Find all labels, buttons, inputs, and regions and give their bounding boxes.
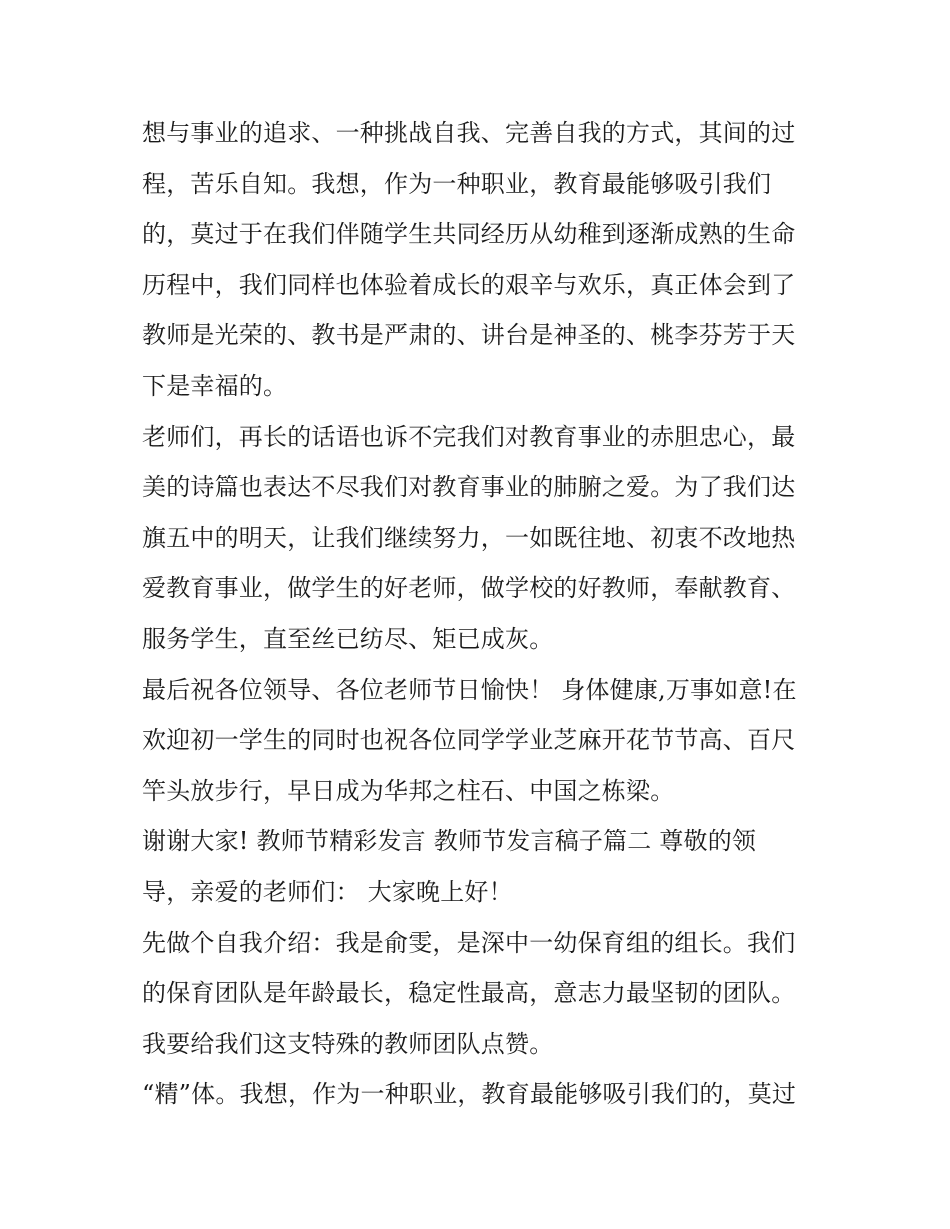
- text-line: 旗五中的明天，让我们继续努力，一如既往地、初衷不改地热: [142, 523, 796, 552]
- text-line: 老师们，再长的话语也诉不完我们对教育事业的赤胆忠心，最: [142, 422, 796, 451]
- text-line: 下是幸福的。: [142, 371, 288, 400]
- text-line: 最后祝各位领导、各位老师节日愉快！ 身体健康,万事如意!在: [142, 675, 797, 704]
- text-line: 先做个自我介绍：我是俞雯，是深中一幼保育组的组长。我们: [142, 928, 796, 957]
- text-line: 想与事业的追求、一种挑战自我、完善自我的方式，其间的过: [142, 119, 796, 147]
- text-line: 历程中，我们同样也体验着成长的艰辛与欢乐，真正体会到了: [142, 270, 796, 299]
- text-line: 的保育团队是年龄最长，稳定性最高，意志力最坚韧的团队。: [142, 979, 796, 1008]
- text-line: 导，亲爱的老师们： 大家晚上好！: [142, 877, 513, 906]
- text-line: 美的诗篇也表达不尽我们对教育事业的肺腑之爱。为了我们达: [142, 473, 796, 502]
- text-line: 爱教育事业，做学生的好老师，做学校的好教师，奉献教育、: [142, 574, 796, 603]
- text-line: “精”体。我想，作为一种职业，教育最能够吸引我们的，莫过: [142, 1080, 797, 1109]
- text-line: 的，莫过于在我们伴随学生共同经历从幼稚到逐渐成熟的生命: [142, 220, 796, 249]
- body-text: [142, 108, 822, 1120]
- text-line: 教师是光荣的、教书是严肃的、讲台是神圣的、桃李芬芳于天: [142, 321, 796, 350]
- text-line: 程，苦乐自知。我想，作为一种职业，教育最能够吸引我们: [142, 169, 772, 198]
- text-line: 竿头放步行，早日成为华邦之柱石、中国之栋梁。: [142, 776, 675, 805]
- text-line: 欢迎初一学生的同时也祝各位同学学业芝麻开花节节高、百尺: [142, 726, 796, 755]
- text-line: 我要给我们这支特殊的教师团队点赞。: [142, 1029, 554, 1058]
- text-line: 谢谢大家! 教师节精彩发言 教师节发言稿子篇二 尊敬的领: [142, 827, 757, 856]
- text-line: 服务学生，直至丝已纺尽、矩已成灰。: [142, 624, 554, 653]
